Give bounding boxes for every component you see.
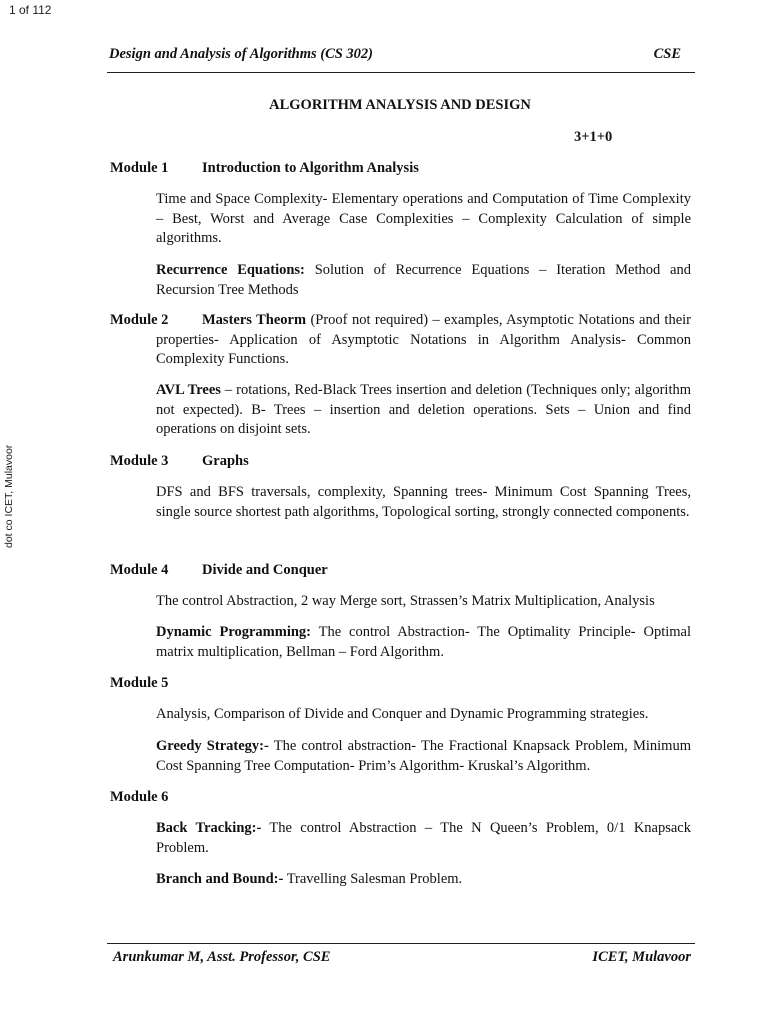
side-watermark-text: dot co ICET, Mulavoor [3, 444, 15, 548]
header-dept: CSE [653, 46, 681, 62]
module-6-paragraph-2 [156, 870, 691, 890]
module-4-heading [110, 561, 328, 581]
module-label: Module 4 [110, 562, 169, 578]
footer-author: Arunkumar M, Asst. Professor, CSE [113, 949, 331, 965]
page-footer [113, 949, 691, 966]
module-4-paragraph-2 [156, 623, 691, 662]
module-label: Module 2 [110, 312, 169, 328]
module-5-paragraph-1: Analysis, Comparison of Divide and Conquer and Dynamic Programming strategies. [156, 706, 649, 722]
topic-label: Dynamic Programming: [156, 624, 312, 640]
topic-text: The control abstraction- The Fractional Knapsack Problem, Minimum Cost Spanning Tree Computation- Prim’s Algorithm- Kruskal’s Algorithm. [156, 738, 691, 774]
module-3-paragraph-1: DFS and BFS traversals, complexity, Spanning trees- Minimum Cost Spanning Trees, single source shortest path algorithms, Topological sorting, strongly connected components. [156, 484, 691, 520]
module-title: Graphs [202, 453, 249, 469]
document-title: ALGORITHM ANALYSIS AND DESIGN [269, 97, 531, 113]
module-6-paragraph-1 [156, 819, 691, 858]
module-label: Module 3 [110, 453, 169, 469]
credits: 3+1+0 [574, 129, 613, 145]
module-2-paragraph-2 [156, 381, 691, 440]
footer-rule [107, 943, 695, 944]
topic-text: Travelling Salesman Problem. [283, 871, 463, 887]
module-5-paragraph-2 [156, 737, 691, 776]
topic-text: The control Abstraction – The N Queen’s Problem, 0/1 Knapsack Problem. [156, 820, 691, 856]
topic-text: – rotations, Red-Black Trees insertion and deletion (Techniques only; algorithm not expected). B- Trees – insertion and deletion operations. Sets – Union and find operations on disjoint sets. [156, 382, 692, 437]
module-2-heading [110, 311, 691, 370]
footer-institution: ICET, Mulavoor [592, 949, 691, 965]
module-2-intro-text: (Proof not required) – examples, Asymptotic Notations and their properties- Application of Asymptotic Notations in Algorithm Analysis- Common Complexity Functions. [156, 312, 691, 367]
module-title: Masters Theorm [202, 312, 307, 328]
topic-label: Back Tracking:- [156, 820, 262, 836]
module-5-heading [110, 674, 202, 694]
topic-label: Recurrence Equations: [156, 262, 305, 278]
topic-text: Solution of Recurrence Equations – Iteration Method and Recursion Tree Methods [156, 262, 691, 298]
module-3-heading [110, 452, 249, 472]
module-label: Module 1 [110, 160, 169, 176]
header-course: Design and Analysis of Algorithms (CS 302) [109, 46, 374, 62]
module-6-heading [110, 788, 202, 808]
module-1-paragraph-1: Time and Space Complexity- Elementary operations and Computation of Time Complexity – Best, Worst and Average Case Complexities – Complexity Calculation of simple algorithms. [156, 191, 691, 246]
module-title: Introduction to Algorithm Analysis [202, 160, 419, 176]
module-label: Module 5 [110, 675, 169, 691]
module-title: Divide and Conquer [202, 562, 328, 578]
module-1-heading [110, 159, 419, 179]
module-1-paragraph-2 [156, 261, 691, 300]
header-rule [107, 72, 695, 73]
module-4-paragraph-1: The control Abstraction, 2 way Merge sort, Strassen’s Matrix Multiplication, Analysis [156, 593, 655, 609]
topic-label: Branch and Bound:- [156, 871, 284, 887]
topic-label: Greedy Strategy:- [156, 738, 269, 754]
module-label: Module 6 [110, 789, 169, 805]
page-counter: 1 of 112 [9, 3, 52, 17]
topic-text: The control Abstraction- The Optimality Principle- Optimal matrix multiplication, Bellman – Ford Algorithm. [156, 624, 692, 660]
topic-label: AVL Trees [156, 382, 221, 398]
page-header [109, 46, 681, 63]
